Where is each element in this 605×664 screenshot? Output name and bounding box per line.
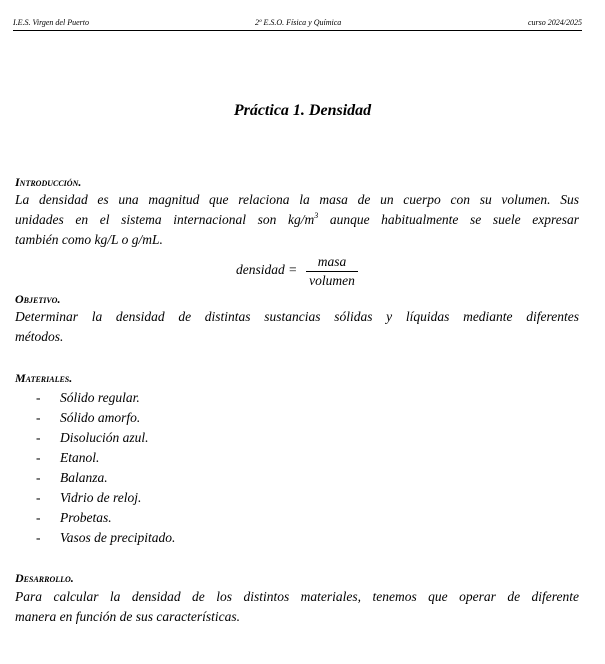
list-item (36, 468, 175, 488)
objective-line-1: Determinar la densidad de distintas sustancias sólidas y líquidas mediante diferentes (15, 309, 579, 324)
header-school: I.E.S. Virgen del Puerto (13, 18, 89, 27)
list-item (36, 408, 175, 428)
header-course: 2º E.S.O. Física y Química (255, 18, 342, 27)
formula-denominator: volumen (309, 273, 355, 288)
development-line-1: Para calcular la densidad de los distintos materiales, tenemos que operar de diferente (15, 589, 579, 604)
formula-numerator: masa (306, 254, 358, 272)
list-dash: - (36, 510, 41, 525)
list-item (36, 488, 175, 508)
list-item-text: Vasos de precipitado. (60, 530, 176, 545)
intro-line-3: también como kg/L o g/mL. (15, 232, 163, 247)
formula-lhs: densidad = (236, 262, 298, 277)
materials-heading: Materiales. (15, 371, 73, 385)
list-item-text: Sólido amorfo. (60, 410, 141, 425)
materials-list (36, 388, 175, 548)
list-dash: - (36, 490, 41, 505)
intro-line-1: La densidad es una magnitud que relaciona la masa de un cuerpo con su volumen. Sus (15, 192, 579, 207)
list-dash: - (36, 410, 41, 425)
intro-heading: Introducción. (15, 175, 82, 189)
intro-superscript: 3 (314, 211, 319, 220)
development-line-2: manera en función de sus características. (15, 609, 240, 624)
list-item-text: Vidrio de reloj. (60, 490, 142, 505)
list-item (36, 448, 175, 468)
list-item (36, 528, 175, 548)
list-dash: - (36, 390, 41, 405)
list-item-text: Probetas. (60, 510, 112, 525)
objective-paragraph (15, 307, 579, 347)
list-item-text: Sólido regular. (60, 390, 140, 405)
list-item-text: Disolución azul. (60, 430, 149, 445)
list-dash: - (36, 430, 41, 445)
list-item-text: Etanol. (60, 450, 100, 465)
development-heading: Desarrollo. (15, 571, 74, 585)
list-item (36, 508, 175, 528)
objective-line-2: métodos. (15, 329, 64, 344)
intro-line-2 (15, 210, 579, 230)
list-dash: - (36, 450, 41, 465)
list-dash: - (36, 470, 41, 485)
intro-line-2-a: unidades en el sistema internacional son kg/m (15, 212, 315, 227)
list-item (36, 428, 175, 448)
objective-heading: Objetivo. (15, 292, 61, 306)
intro-paragraph (15, 190, 579, 250)
header-year: curso 2024/2025 (528, 18, 582, 27)
list-item-text: Balanza. (60, 470, 108, 485)
intro-line-2-b: aunque habitualmente se suele expresar (318, 212, 580, 227)
document-title: Práctica 1. Densidad (233, 102, 372, 119)
development-paragraph (15, 587, 579, 627)
list-dash: - (36, 530, 41, 545)
formula-fraction (306, 254, 358, 289)
list-item (36, 388, 175, 408)
page-header (13, 14, 582, 31)
